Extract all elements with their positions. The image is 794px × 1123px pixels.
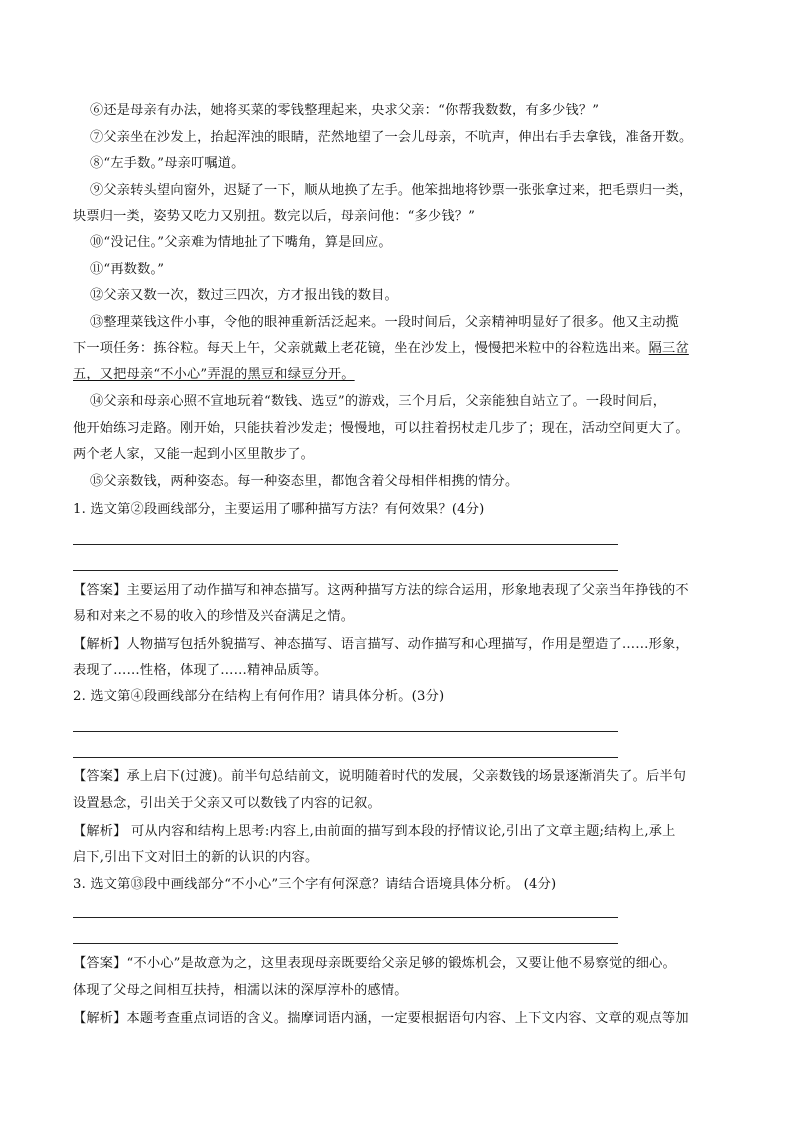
paragraph-15: ⑮父亲数钱，两种姿态。每一种姿态里，都饱含着父母相伴相携的情分。 <box>90 474 519 489</box>
question-1-answer-line-2[interactable] <box>73 570 618 571</box>
paragraph-6: ⑥还是母亲有办法，她将买菜的零钱整理起来，央求父亲：“你帮我数数，有多少钱？” <box>90 103 600 118</box>
question-2-analysis-line-b: 启下,引出下文对旧土的新的认识的内容。 <box>73 850 319 865</box>
question-3-stem: 3. 选文第⑬段中画线部分“不小心”三个字有何深意？请结合语境具体分析。 (4分) <box>73 877 557 892</box>
question-2-answer-line-2[interactable] <box>73 757 618 758</box>
question-2-answer-line-1[interactable] <box>73 731 618 732</box>
question-1-analysis-line-a: 【解析】人物描写包括外貌描写、神态描写、语言描写、动作描写和心理描写，作用是塑造了……形象， <box>73 637 689 652</box>
paragraph-13-line-2 <box>73 340 728 358</box>
paragraph-14-line-1: ⑭父亲和母亲心照不宣地玩着“数钱、选豆”的游戏，三个月后，父亲能独自站立了。一段时间后， <box>90 394 667 409</box>
paragraph-11: ⑪“再数数。” <box>90 262 165 277</box>
paragraph-9-line-1: ⑨父亲转头望向窗外，迟疑了一下，顺从地换了左手。他笨拙地将钞票一张张拿过来，把毛票归一类， <box>90 183 693 198</box>
paragraph-14-line-3: 两个老人家，又能一起到小区里散步了。 <box>73 447 314 462</box>
paragraph-8: ⑧“左手数。”母亲叮嘱道。 <box>90 156 245 171</box>
underlined-phrase-end: 五，又把母亲“不小心”弄混的黑豆和绿豆分开。 <box>73 367 355 382</box>
question-3-answer-line-2[interactable] <box>73 943 618 944</box>
paragraph-12: ⑫父亲又数一次，数过三四次，方才报出钱的数目。 <box>90 288 398 303</box>
paragraph-7: ⑦父亲坐在沙发上，抬起浑浊的眼睛，茫然地望了一会儿母亲，不吭声，伸出右手去拿钱，准备开数。 <box>90 130 693 145</box>
question-3-analysis-line-a: 【解析】本题考查重点词语的含义。揣摩词语内涵，一定要根据语句内容、上下文内容、文章的观点等加 <box>73 1011 689 1026</box>
paragraph-13-line-1: ⑬整理菜钱这件小事，令他的眼神重新活泛起来。一段时间后，父亲精神明显好了很多。他又主动揽 <box>90 315 680 330</box>
question-1-answer-line-b: 易和对来之不易的收入的珍惜及兴奋满足之情。 <box>73 609 355 624</box>
paragraph-9-line-2: 块票归一类，姿势又吃力又别扭。数完以后，母亲问他：“多少钱？” <box>73 209 476 224</box>
question-1-analysis-line-b: 表现了……性格，体现了……精神品质等。 <box>73 663 328 678</box>
paragraph-13-line-2-text: 下一项任务：拣谷粒。每天上午，父亲就戴上老花镜，坐在沙发上，慢慢把米粒中的谷粒选出来。 <box>73 341 649 356</box>
underlined-phrase-start: 隔三岔 <box>648 341 689 356</box>
question-2-answer-line-b: 设置悬念，引出关于父亲又可以数钱了内容的记叙。 <box>73 796 381 811</box>
question-2-stem: 2. 选文第④段画线部分在结构上有何作用？请具体分析。(3分) <box>73 689 445 704</box>
paragraph-10: ⑩“没记住。”父亲难为情地扯了下嘴角，算是回应。 <box>90 235 392 250</box>
question-3-answer-line-1[interactable] <box>73 917 618 918</box>
question-3-answer-line-b: 体现了父母之间相互扶持，相濡以沫的深厚淳朴的感情。 <box>73 983 408 998</box>
question-1-answer-line-a: 【答案】主要运用了动作描写和神态描写。这两种描写方法的综合运用，形象地表现了父亲当年挣钱的不 <box>73 583 689 598</box>
paragraph-14-line-2: 他开始练习走路。刚开始，只能扶着沙发走；慢慢地，可以拄着拐杖走几步了；现在，活动空间更大了。 <box>73 421 689 436</box>
paragraph-13-line-3 <box>73 366 728 384</box>
question-2-answer-line-a: 【答案】承上启下(过渡)。前半句总结前文，说明随着时代的发展，父亲数钱的场景逐渐消失了。后半句 <box>73 769 687 784</box>
question-1-answer-line-1[interactable] <box>73 544 618 545</box>
question-2-analysis-line-a: 【解析】 可从内容和结构上思考:内容上,由前面的描写到本段的抒情议论,引出了文章主题;结构上,承上 <box>73 824 676 839</box>
question-3-answer-line-a: 【答案】“不小心”是故意为之，这里表现母亲既要给父亲足够的锻炼机会，又要让他不易察觉的细心。 <box>73 956 676 971</box>
question-1-stem: 1. 选文第②段画线部分，主要运用了哪种描写方法？有何效果？(4分) <box>73 502 485 517</box>
